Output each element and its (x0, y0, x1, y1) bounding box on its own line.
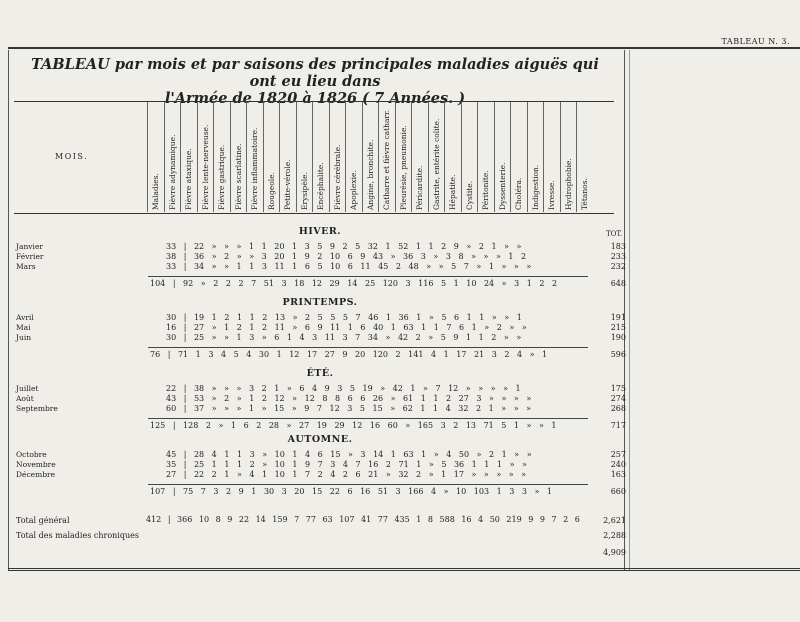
disease-header: Rougeole. (266, 172, 276, 210)
season-total: 596 (610, 350, 626, 359)
season-total: 660 (610, 487, 626, 496)
column-divider (213, 102, 214, 212)
month-total: 232 (610, 262, 626, 271)
column-divider (543, 102, 544, 212)
column-divider (494, 102, 495, 212)
disease-header: Angine, bronchite. (365, 139, 375, 210)
table-frame-right-inner (629, 50, 630, 570)
season-title: ÉTÉ. (306, 368, 334, 379)
disease-header: Dyssenterie. (497, 162, 507, 210)
season-sum-rule (148, 347, 588, 348)
column-divider (147, 102, 148, 212)
title-line-1: TABLEAU par mois et par saisons des principales maladies aiguës qui ont eu lieu dans (31, 56, 599, 90)
table-title (20, 56, 610, 107)
season-sum-rule (148, 484, 588, 485)
header-top-rule (14, 101, 614, 102)
column-divider (345, 102, 346, 212)
month-total: 257 (610, 450, 626, 459)
disease-header: Choléra. (514, 177, 523, 210)
disease-header: Gastrite, entérite colite. (431, 118, 441, 210)
month-name: Mai (16, 323, 31, 332)
season-sum: 107 | 75 7 3 2 9 1 30 3 20 15 22 6 16 51 3 166 4 » 10 103 1 3 3 » 1 (150, 487, 553, 496)
season-total: 648 (610, 279, 626, 288)
month-total: 215 (610, 323, 626, 332)
month-name: Janvier (16, 242, 43, 251)
disease-header: Péricardite. (415, 165, 424, 210)
month-cells: 60 | 37 » » » 1 » 15 » 9 7 12 3 5 15 » 62 1 1 4 32 2 1 » » » (166, 404, 532, 413)
column-divider (263, 102, 264, 212)
season-title: HIVER. (298, 226, 342, 237)
column-divider (246, 102, 247, 212)
column-divider (362, 102, 363, 212)
total-general-cells: 412 | 366 10 8 9 22 14 159 7 77 63 107 41 77 435 1 8 588 16 4 50 219 9 9 7 2 6 (146, 515, 580, 524)
disease-header: Péritonite. (481, 170, 490, 210)
disease-header: Fièvre inflammatoire. (250, 127, 259, 210)
total-chroniques-label: Total des maladies chroniques (16, 531, 139, 540)
month-name: Juin (16, 333, 32, 342)
disease-header: Tétanos. (580, 178, 589, 210)
column-divider (312, 102, 313, 212)
tot-header: TOT. (606, 230, 623, 238)
disease-header: Petite-vérole. (283, 159, 292, 210)
disease-header: Encéphalite. (316, 162, 325, 210)
column-divider (279, 102, 280, 212)
top-rule (8, 47, 800, 49)
title-line-2: l'Armée de 1820 à 1826 ( 7 Années. ) (164, 90, 466, 107)
season-sum-rule (148, 276, 588, 277)
month-name: Novembre (16, 460, 56, 469)
column-divider (576, 102, 577, 212)
column-divider (510, 102, 511, 212)
month-cells: 33 | 34 » » 1 1 3 11 1 6 5 10 6 11 45 2 48 » » 5 7 » 1 » » » (166, 262, 532, 271)
season-sum-rule (148, 418, 588, 419)
month-total: 233 (610, 252, 626, 261)
month-cells: 35 | 25 1 1 1 2 » 10 1 9 7 3 4 7 16 2 71 1 » 5 36 1 1 1 » » (166, 460, 527, 469)
month-name: Décembre (16, 470, 56, 479)
column-divider (378, 102, 379, 212)
disease-header: Fièvre gastrique. (217, 144, 226, 210)
month-cells: 43 | 53 » 2 » 1 2 12 » 12 8 8 6 6 26 » 61 1 1 2 27 3 » » » » (166, 394, 532, 403)
month-total: 268 (610, 404, 626, 413)
column-divider (197, 102, 198, 212)
season-sum: 104 | 92 » 2 2 2 7 51 3 18 12 29 14 25 120 3 116 5 1 10 24 » 3 1 2 2 (150, 279, 558, 288)
month-total: 183 (610, 242, 626, 251)
month-total: 240 (610, 460, 626, 469)
total-general-value: 2,621 (603, 516, 626, 525)
grand-total-value: 4,909 (603, 548, 626, 557)
disease-header: Fièvre cérébrale. (332, 144, 342, 210)
column-divider (230, 102, 231, 212)
column-divider (395, 102, 396, 212)
month-cells: 16 | 27 » 1 2 1 2 11 » 6 9 11 1 6 40 1 63 1 1 7 6 1 » 2 » » (166, 323, 527, 332)
month-cells: 33 | 22 » » » 1 1 20 1 3 5 9 2 5 32 1 52 1 1 2 9 » 2 1 » » (166, 242, 522, 251)
month-cells: 38 | 36 » 2 » » 3 20 1 9 2 10 6 9 43 » 36 3 » 3 8 » » » 1 2 (166, 252, 527, 261)
month-name: Août (16, 394, 34, 403)
column-divider (428, 102, 429, 212)
column-divider (461, 102, 462, 212)
disease-header: Pleurésie, pneumonie. (398, 125, 408, 210)
header-bottom-rule (14, 213, 614, 214)
column-divider (444, 102, 445, 212)
total-chroniques-value: 2,288 (603, 531, 626, 540)
column-divider (180, 102, 181, 212)
bottom-rule (8, 568, 800, 571)
season-sum: 125 | 128 2 » 1 6 2 28 » 27 19 29 12 16 60 » 165 3 2 13 71 5 1 » » 1 (150, 421, 557, 430)
disease-header: Indigestion. (530, 164, 540, 210)
disease-header: Erysipèle. (299, 171, 309, 210)
disease-header: Fièvre scarlatine. (233, 143, 243, 210)
month-name: Juillet (16, 384, 39, 393)
disease-header: Fièvre lente-nerveuse. (200, 124, 210, 210)
total-general-label: Total général (16, 516, 70, 525)
column-divider (560, 102, 561, 212)
month-total: 191 (610, 313, 626, 322)
disease-header: Catharre et fièvre catharr. (382, 109, 391, 210)
season-title: PRINTEMPS. (282, 297, 358, 308)
column-divider (296, 102, 297, 212)
season-title: AUTOMNE. (287, 434, 353, 445)
column-divider (411, 102, 412, 212)
tableau-number: TABLEAU N. 3. (721, 37, 790, 46)
month-name: Octobre (16, 450, 47, 459)
disease-header: Apoplexie. (349, 170, 358, 210)
disease-header: Hydrophobie. (563, 158, 573, 210)
disease-header: Cystite. (464, 180, 474, 210)
month-total: 190 (610, 333, 626, 342)
column-divider (527, 102, 528, 212)
disease-header: Fièvre ataxique. (184, 148, 193, 210)
month-name: Septembre (16, 404, 58, 413)
month-cells: 30 | 19 1 2 1 1 2 13 » 2 5 5 5 7 46 1 36 1 » 5 6 1 1 » » 1 (166, 313, 522, 322)
month-cells: 27 | 22 2 1 » 4 1 10 1 7 2 4 2 6 21 » 32 2 » 1 17 » » » » » (166, 470, 527, 479)
disease-header: Fièvre adynamique. (167, 134, 177, 210)
month-name: Mars (16, 262, 36, 271)
column-divider (477, 102, 478, 212)
month-name: Avril (16, 313, 34, 322)
month-total: 163 (610, 470, 626, 479)
month-cells: 22 | 38 » » » 3 2 1 » 6 4 9 3 5 19 » 42 1 » 7 12 » » » » 1 (166, 384, 521, 393)
month-total: 274 (610, 394, 626, 403)
month-cells: 45 | 28 4 1 1 3 » 10 1 4 6 15 » 3 14 1 63 1 » 4 50 » 2 1 » » (166, 450, 532, 459)
mois-header: MOIS. (55, 152, 89, 161)
disease-header: Maladies. (151, 173, 160, 210)
disease-header: Ivresse. (547, 180, 556, 210)
column-divider (329, 102, 330, 212)
month-name: Février (16, 252, 44, 261)
season-sum: 76 | 71 1 3 4 5 4 30 1 12 17 27 9 20 120 2 141 4 1 17 21 3 2 4 » 1 (150, 350, 548, 359)
month-total: 175 (610, 384, 626, 393)
season-total: 717 (610, 421, 626, 430)
month-cells: 30 | 25 » » 1 3 » 6 1 4 3 11 3 7 34 » 42 2 » 5 9 1 1 2 » » (166, 333, 522, 342)
column-divider (164, 102, 165, 212)
disease-header: Hépatite. (448, 174, 457, 210)
